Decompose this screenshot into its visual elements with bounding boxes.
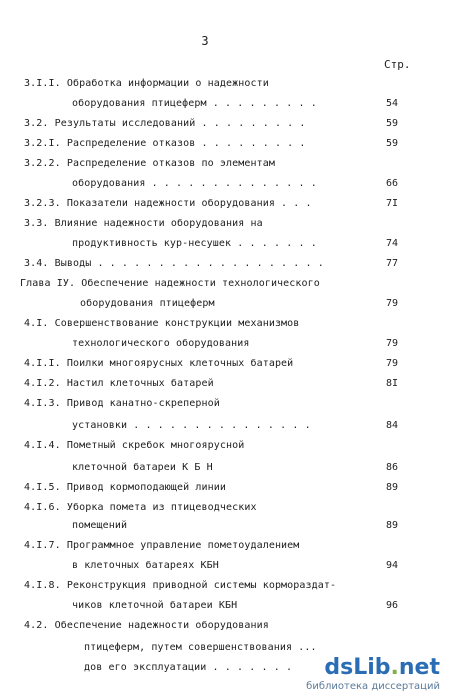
toc-entry-line: Глава IУ. Обеспечение надежности технологического bbox=[20, 278, 320, 289]
toc-entry-line: 4.I.5. Привод кормоподающей линии bbox=[24, 482, 226, 493]
toc-entry-page: 84 bbox=[385, 420, 398, 431]
toc-entry-line: помещений bbox=[72, 520, 128, 531]
toc-entry-line: оборудования птицеферм . . . . . . . . . bbox=[72, 98, 317, 109]
toc-entry-line: установки . . . . . . . . . . . . . . . bbox=[72, 420, 311, 431]
toc-entry-line: птицеферм, путем совершенствования ... bbox=[84, 642, 317, 653]
toc-entry-line: 4.I.I. Поилки многоярусных клеточных батарей bbox=[24, 358, 294, 369]
toc-entry-line: продуктивность кур-несушек . . . . . . . bbox=[72, 238, 317, 249]
toc-entry-line: 4.I.7. Программное управление пометоудалением bbox=[24, 540, 300, 551]
toc-entry-page: 66 bbox=[385, 178, 398, 189]
toc-entry-page: 79 bbox=[385, 358, 398, 369]
toc-entry-page: 94 bbox=[385, 560, 398, 571]
toc-entry-page: 96 bbox=[385, 600, 398, 611]
toc-entry-line: 4.I.6. Уборка помета из птицеводческих bbox=[24, 502, 257, 513]
toc-entry-page: 59 bbox=[385, 118, 398, 129]
toc-entry-line: в клеточных батареях КБН bbox=[72, 560, 219, 571]
toc-entry-line: 3.4. Выводы . . . . . . . . . . . . . . . . . . . bbox=[24, 258, 324, 269]
toc-entry-page: 8I bbox=[385, 378, 398, 389]
toc-entry-page: 89 bbox=[385, 482, 398, 493]
toc-entry-page: 77 bbox=[385, 258, 398, 269]
toc-entry-line: 3.3. Влияние надежности оборудования на bbox=[24, 218, 263, 229]
toc-entry-page: 86 bbox=[385, 462, 398, 473]
page-number: 3 bbox=[201, 34, 209, 48]
toc-entry-page: 7I bbox=[385, 198, 398, 209]
toc-entry-page: 79 bbox=[385, 298, 398, 309]
watermark-logo-tld: net bbox=[398, 655, 440, 680]
toc-entry-line: технологического оборудования bbox=[72, 338, 250, 349]
toc-entry-line: 4.I.3. Привод канатно-скреперной bbox=[24, 398, 220, 409]
toc-entry-line: чиков клеточной батареи КБН bbox=[72, 600, 238, 611]
toc-entry-line: 3.2.2. Распределение отказов по элементам bbox=[24, 158, 275, 169]
toc-entry-page: 89 bbox=[385, 520, 398, 531]
watermark-logo-main: dsLib bbox=[324, 655, 391, 680]
toc-entry-page: 59 bbox=[385, 138, 398, 149]
toc-entry-page: 54 bbox=[385, 98, 398, 109]
toc-entry-page: 79 bbox=[385, 338, 398, 349]
watermark-subtitle: библиотека диссертаций bbox=[306, 681, 440, 692]
toc-entry-line: клеточной батареи К Б Н bbox=[72, 462, 213, 473]
toc-entry-line: 4.I.8. Реконструкция приводной системы кормораздат- bbox=[24, 580, 337, 591]
toc-entry-line: 4.2. Обеспечение надежности оборудования bbox=[24, 620, 269, 631]
toc-entry-line: 3.2. Результаты исследований . . . . . . . . . bbox=[24, 118, 306, 129]
watermark-logo bbox=[306, 657, 440, 679]
toc-entry-line: 4.I. Совершенствование конструкции механизмов bbox=[24, 318, 300, 329]
page-column-header: Стр. bbox=[384, 58, 411, 71]
toc-entry-line: оборудования птицеферм bbox=[80, 298, 215, 309]
watermark[interactable] bbox=[306, 657, 440, 692]
toc-entry-page: 74 bbox=[385, 238, 398, 249]
toc-entry-line: 3.2.I. Распределение отказов . . . . . . . . . bbox=[24, 138, 306, 149]
toc-entry-line: 3.2.3. Показатели надежности оборудования . . . bbox=[24, 198, 312, 209]
toc-entry-line: оборудования . . . . . . . . . . . . . . bbox=[72, 178, 317, 189]
watermark-logo-dot: . bbox=[390, 655, 399, 680]
toc-entry-line: 3.I.I. Обработка информации о надежности bbox=[24, 78, 269, 89]
toc-entry-line: 4.I.4. Пометный скребок многоярусной bbox=[24, 440, 245, 451]
toc-entry-line: 4.I.2. Настил клеточных батарей bbox=[24, 378, 214, 389]
toc-entry-line: дов его эксплуатации . . . . . . . bbox=[84, 662, 293, 673]
